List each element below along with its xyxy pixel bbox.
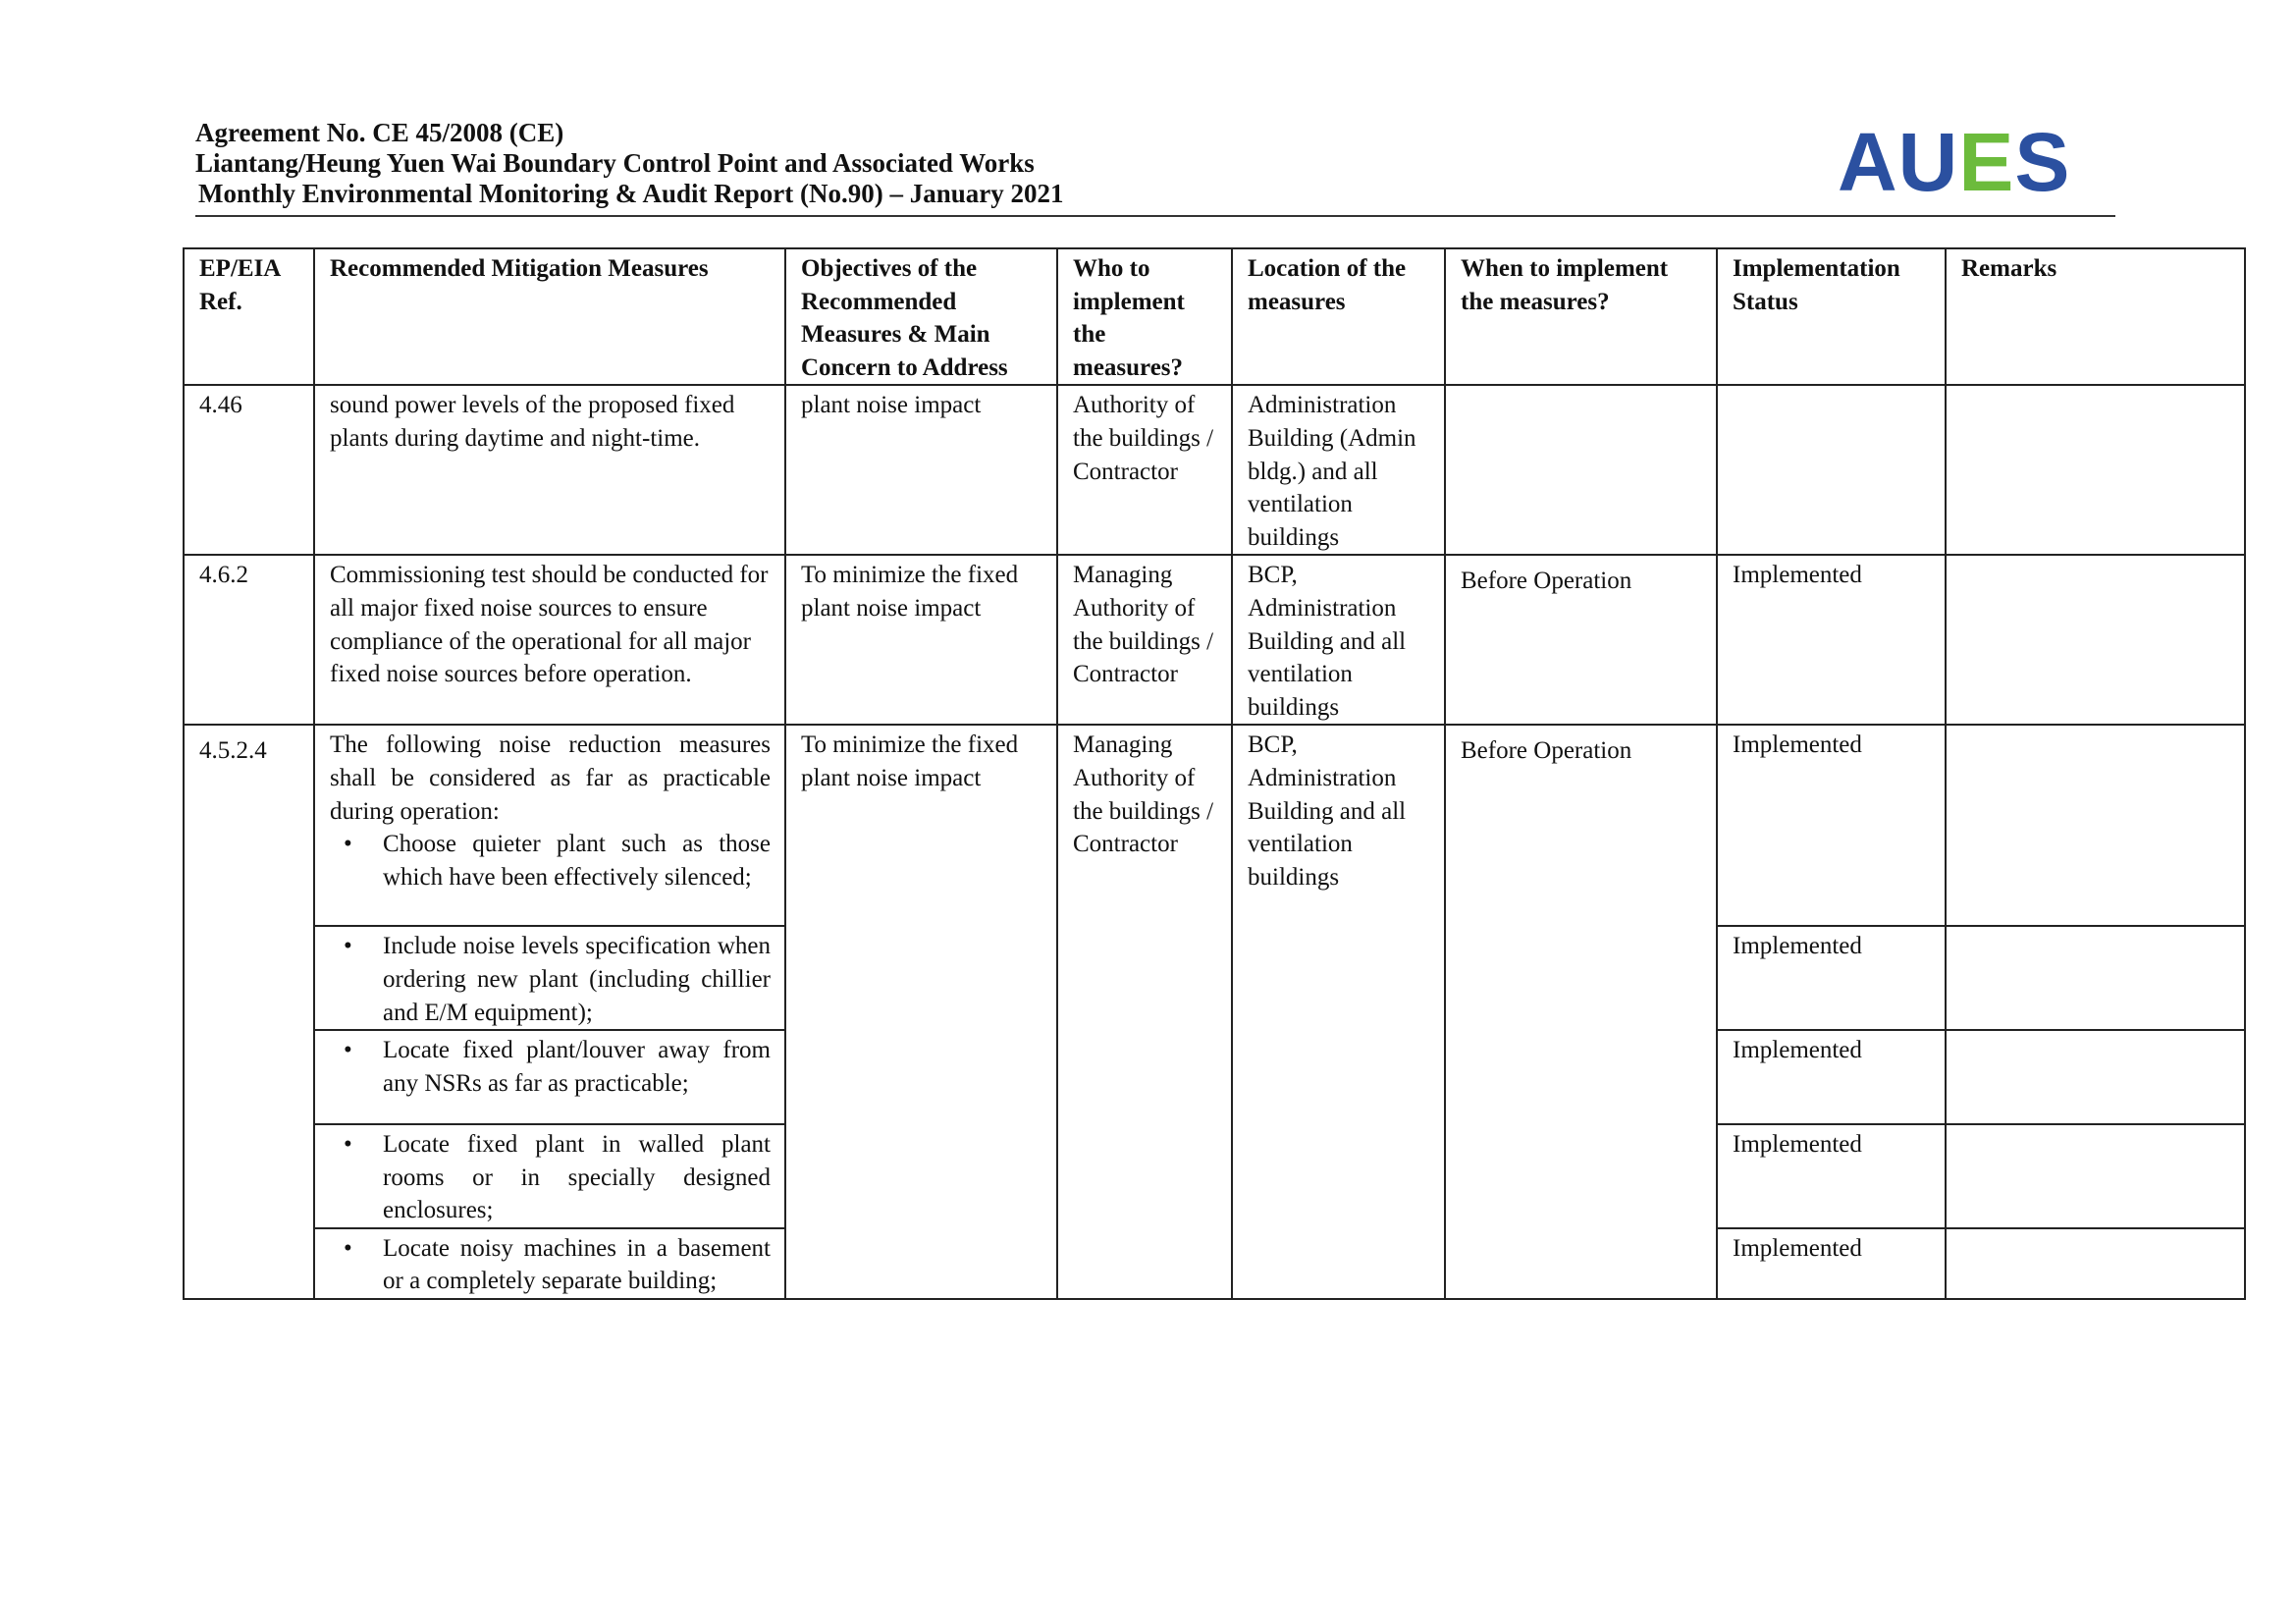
remarks-cell bbox=[1946, 555, 2245, 725]
objective-cell: To minimize the fixed plant noise impact bbox=[785, 555, 1057, 725]
bullet-icon: • bbox=[344, 831, 352, 858]
measure-cell bbox=[314, 725, 785, 926]
project-title: Liantang/Heung Yuen Wai Boundary Control Point and Associated Works bbox=[195, 148, 1035, 178]
col-header-measures: Recommended Mitigation Measures bbox=[314, 248, 785, 385]
remarks-cell bbox=[1946, 385, 2245, 555]
document-header bbox=[195, 118, 2119, 209]
list-item bbox=[330, 930, 771, 1029]
col-header-location: Location of the measures bbox=[1232, 248, 1445, 385]
who-cell: Managing Authority of the buildings / Contractor bbox=[1057, 725, 1232, 1299]
table-header-row bbox=[184, 248, 2245, 385]
ref-cell: 4.5.2.4 bbox=[184, 725, 314, 1299]
location-cell: Administration Building (Admin bldg.) and all ventilation buildings bbox=[1232, 385, 1445, 555]
when-cell: Before Operation bbox=[1445, 725, 1717, 1299]
ref-cell: 4.6.2 bbox=[184, 555, 314, 725]
header-rule bbox=[195, 215, 2115, 217]
location-cell: BCP, Administration Building and all ventilation buildings bbox=[1232, 725, 1445, 1299]
list-item-text: Include noise levels specification when ordering new plant (including chillier and E/M equipment); bbox=[383, 933, 771, 1026]
report-title: Monthly Environmental Monitoring & Audit Report (No.90) – January 2021 bbox=[198, 179, 1064, 208]
mitigation-measures-table bbox=[183, 247, 2246, 1300]
who-cell: Managing Authority of the buildings / Contractor bbox=[1057, 555, 1232, 725]
col-header-when: When to implement the measures? bbox=[1445, 248, 1717, 385]
bullet-icon: • bbox=[344, 1131, 352, 1159]
col-header-remarks: Remarks bbox=[1946, 248, 2245, 385]
list-item bbox=[330, 1128, 771, 1227]
who-cell: Authority of the buildings / Contractor bbox=[1057, 385, 1232, 555]
bullet-icon: • bbox=[344, 1037, 352, 1064]
agreement-number: Agreement No. CE 45/2008 (CE) bbox=[195, 118, 564, 147]
location-cell: BCP, Administration Building and all ventilation buildings bbox=[1232, 555, 1445, 725]
table-row bbox=[184, 725, 2245, 926]
ref-cell: 4.46 bbox=[184, 385, 314, 555]
remarks-cell bbox=[1946, 1124, 2245, 1228]
when-cell: Before Operation bbox=[1445, 555, 1717, 725]
bullet-icon: • bbox=[344, 1234, 352, 1262]
col-header-ref: EP/EIA Ref. bbox=[184, 248, 314, 385]
status-cell: Implemented bbox=[1717, 926, 1946, 1030]
logo-text-au: AU bbox=[1838, 116, 1959, 208]
aues-logo bbox=[1838, 118, 2083, 206]
status-cell: Implemented bbox=[1717, 1228, 1946, 1299]
logo-text-s: S bbox=[2014, 116, 2071, 208]
status-cell: Implemented bbox=[1717, 725, 1946, 926]
status-cell: Implemented bbox=[1717, 1124, 1946, 1228]
list-item bbox=[330, 1232, 771, 1298]
status-cell bbox=[1717, 385, 1946, 555]
measure-cell bbox=[314, 1124, 785, 1228]
remarks-cell bbox=[1946, 1228, 2245, 1299]
table-row bbox=[184, 555, 2245, 725]
status-cell: Implemented bbox=[1717, 1030, 1946, 1124]
measure-cell bbox=[314, 926, 785, 1030]
measure-cell: Commissioning test should be conducted for all major fixed noise sources to ensure compliance of the operational for all major fixed noise sources before operation. bbox=[314, 555, 785, 725]
logo-text-e: E bbox=[1958, 116, 2015, 208]
measure-cell bbox=[314, 1030, 785, 1124]
measure-intro: The following noise reduction measures shall be considered as far as practicable during operation: bbox=[330, 731, 771, 825]
table-row bbox=[184, 385, 2245, 555]
col-header-objectives: Objectives of the Recommended Measures & Main Concern to Address bbox=[785, 248, 1057, 385]
when-cell bbox=[1445, 385, 1717, 555]
list-item bbox=[330, 1034, 771, 1100]
list-item-text: Locate fixed plant in walled plant rooms or in specially designed enclosures; bbox=[383, 1131, 771, 1224]
col-header-who: Who to implement the measures? bbox=[1057, 248, 1232, 385]
bullet-icon: • bbox=[344, 933, 352, 960]
list-item bbox=[330, 828, 771, 893]
remarks-cell bbox=[1946, 926, 2245, 1030]
objective-cell: plant noise impact bbox=[785, 385, 1057, 555]
list-item-text: Locate noisy machines in a basement or a completely separate building; bbox=[383, 1234, 771, 1295]
measure-cell: sound power levels of the proposed fixed plants during daytime and night-time. bbox=[314, 385, 785, 555]
status-cell: Implemented bbox=[1717, 555, 1946, 725]
col-header-status: Implementation Status bbox=[1717, 248, 1946, 385]
remarks-cell bbox=[1946, 1030, 2245, 1124]
list-item-text: Locate fixed plant/louver away from any NSRs as far as practicable; bbox=[383, 1037, 771, 1097]
objective-cell: To minimize the fixed plant noise impact bbox=[785, 725, 1057, 1299]
remarks-cell bbox=[1946, 725, 2245, 926]
list-item-text: Choose quieter plant such as those which have been effectively silenced; bbox=[383, 831, 771, 891]
measure-cell bbox=[314, 1228, 785, 1299]
